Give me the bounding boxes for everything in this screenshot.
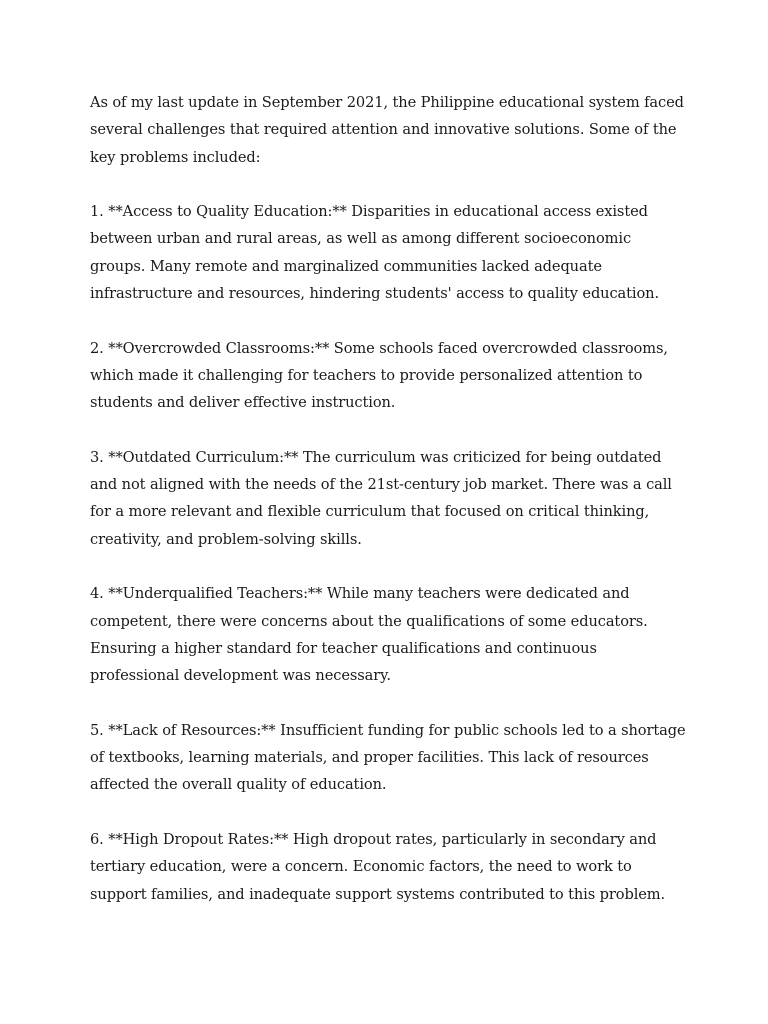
list-item-underqualified-teachers: 4. **Underqualified Teachers:** While many teachers were dedicated and competent, there were concerns about the qualifications of some educators. Ensuring a higher standard for teacher qualifications and continuous professional development was necessary. <box>90 585 648 685</box>
list-item-overcrowded-classrooms: 2. **Overcrowded Classrooms:** Some schools faced overcrowded classrooms, which made it challenging for teachers to provide personalized attention to students and deliver effective instruction. <box>90 339 668 412</box>
intro-paragraph: As of my last update in September 2021, the Philippine educational system faced several challenges that required attention and innovative solutions. Some of the key problems included: <box>90 94 684 166</box>
list-item-lack-of-resources: 5. **Lack of Resources:** Insufficient funding for public schools led to a shortage of textbooks, learning materials, and proper facilities. This lack of resources affected the overall quality of education. <box>90 721 686 794</box>
list-item-high-dropout-rates: 6. **High Dropout Rates:** High dropout rates, particularly in secondary and tertiary education, were a concern. Economic factors, the need to work to support families, and inadequate support systems contributed to this problem. <box>90 831 666 903</box>
list-item-access-to-quality-education: 1. **Access to Quality Education:** Disparities in educational access existed between urban and rural areas, as well as among different socioeconomic groups. Many remote and marginalized communities lacked adequate infrastructure and resources, hindering students' access to quality education. <box>90 203 660 303</box>
document-body <box>90 89 690 935</box>
list-item-outdated-curriculum: 3. **Outdated Curriculum:** The curriculum was criticized for being outdated and not aligned with the needs of the 21st-century job market. There was a call for a more relevant and flexible curriculum that focused on critical thinking, creativity, and problem-solving skills. <box>90 448 672 548</box>
